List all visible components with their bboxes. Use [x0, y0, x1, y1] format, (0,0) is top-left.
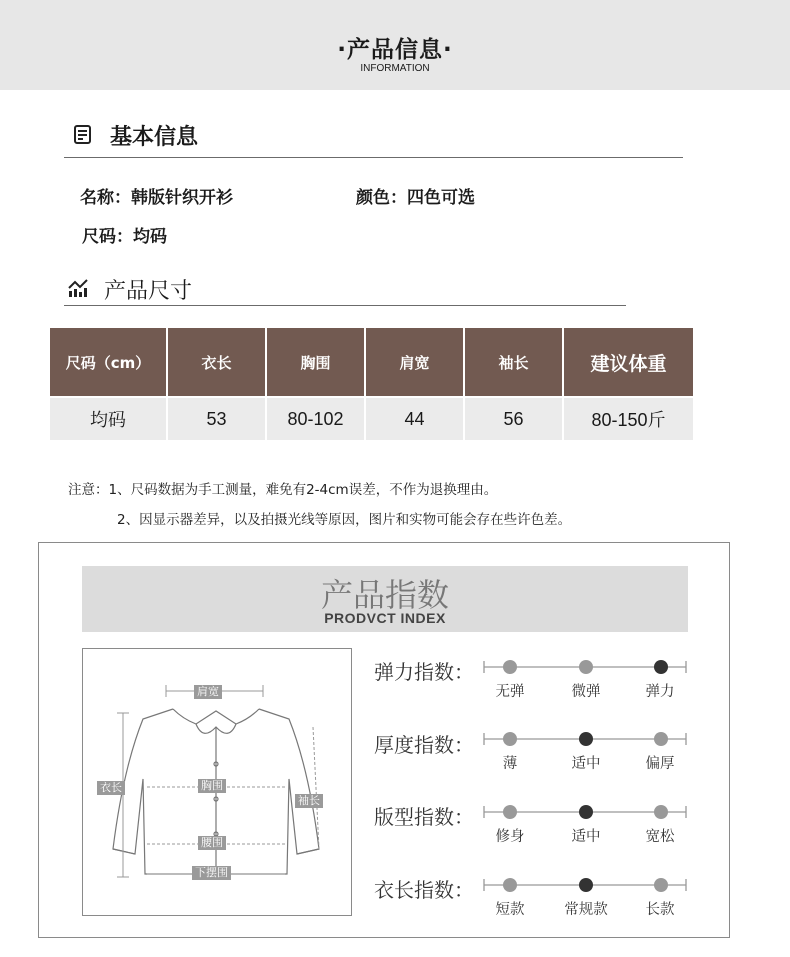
scale-option: 弹力 [645, 684, 675, 700]
scale-option: 适中 [571, 829, 601, 845]
product-color: 颜色：四色可选 [356, 188, 475, 208]
garment-label-sleeve: 袖长 [295, 794, 323, 808]
scale-dot [503, 805, 517, 819]
table-cell: 均码 [50, 397, 167, 440]
scale-option: 薄 [502, 756, 518, 772]
scale-option: 微弹 [571, 684, 601, 700]
size-table [50, 328, 693, 440]
column-header: 建议体重 [563, 328, 693, 397]
scale-option: 修身 [495, 829, 525, 845]
scale-dot [503, 660, 517, 674]
table-cell: 80-102 [266, 397, 365, 440]
scale-dot-selected [579, 878, 593, 892]
scale-option: 宽松 [645, 829, 675, 845]
scale-label-elasticity: 弹力指数： [374, 660, 474, 684]
scale-dot [503, 732, 517, 746]
scale-dot [579, 660, 593, 674]
table-row [50, 397, 693, 440]
garment-label-hem: 下摆围 [192, 866, 231, 880]
divider [64, 157, 683, 158]
divider [64, 305, 626, 306]
table-cell: 53 [167, 397, 266, 440]
index-subtitle: PRODVCT INDEX [324, 610, 446, 626]
scale-dot-selected [579, 732, 593, 746]
scale-dot-selected [654, 660, 668, 674]
scale-option: 长款 [645, 902, 675, 918]
page-subtitle: INFORMATION [360, 63, 430, 74]
column-header: 袖长 [464, 328, 563, 397]
garment-label-length: 衣长 [97, 781, 125, 795]
table-cell: 56 [464, 397, 563, 440]
size-heading: 产品尺寸 [104, 279, 193, 304]
garment-label-chest: 胸围 [198, 779, 226, 793]
scale-dot [654, 805, 668, 819]
scale-option: 适中 [571, 756, 601, 772]
scale-dot [654, 878, 668, 892]
document-icon [72, 124, 94, 146]
index-title: 产品指数 [320, 576, 449, 614]
scale-dot [503, 878, 517, 892]
basic-info-heading: 基本信息 [110, 125, 199, 150]
scale-option: 短款 [495, 902, 525, 918]
scale-dot-selected [579, 805, 593, 819]
column-header: 尺码（cm） [50, 328, 167, 397]
scale-option: 常规款 [564, 902, 608, 918]
table-cell: 44 [365, 397, 464, 440]
scale-label-thickness: 厚度指数： [374, 733, 474, 757]
product-name: 名称：韩版针织开衫 [80, 188, 233, 208]
garment-label-waist: 腰围 [198, 836, 226, 850]
scale-label-length: 衣长指数： [374, 878, 474, 902]
scale-dot [654, 732, 668, 746]
garment-label-shoulder: 肩宽 [194, 685, 222, 699]
scale-option: 偏厚 [645, 756, 675, 772]
product-size: 尺码：均码 [82, 227, 167, 247]
note-line-2: 2、因显示器差异，以及拍摄光线等原因，图片和实物可能会存在些许色差。 [117, 512, 572, 528]
page-title: ·产品信息· [337, 37, 453, 63]
column-header: 胸围 [266, 328, 365, 397]
table-header-row [50, 328, 693, 397]
column-header: 衣长 [167, 328, 266, 397]
chart-trend-icon [67, 278, 89, 298]
scale-label-fit: 版型指数： [374, 805, 474, 829]
note-line-1: 注意：1、尺码数据为手工测量，难免有2-4cm误差，不作为退换理由。 [68, 482, 498, 498]
table-cell: 80-150斤 [563, 397, 693, 440]
index-scale-tracks [476, 650, 696, 900]
column-header: 肩宽 [365, 328, 464, 397]
scale-option: 无弹 [495, 684, 525, 700]
